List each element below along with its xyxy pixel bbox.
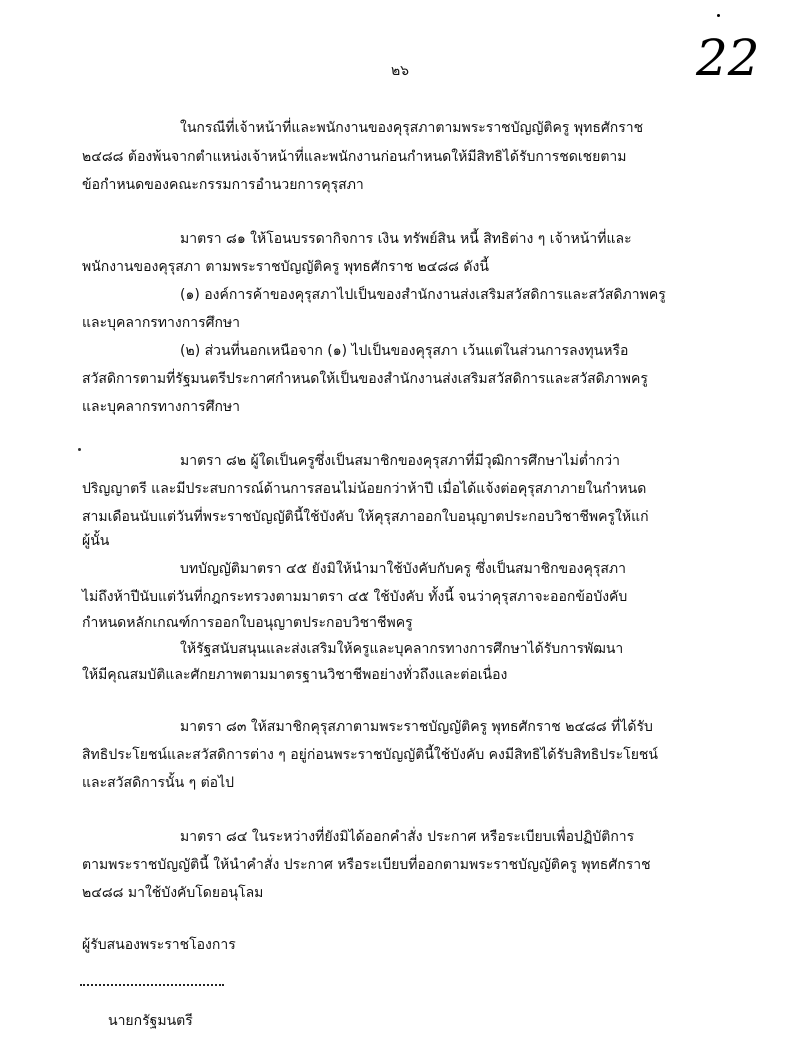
- speck-mark: [717, 14, 720, 17]
- paragraph-line: บทบัญญัติมาตรา ๔๕ ยังมิให้นำมาใช้บังคับกับครู ซึ่งเป็นสมาชิกของคุรุสภา: [180, 561, 626, 577]
- section-84-line: มาตรา ๘๔ ในระหว่างที่ยังมิได้ออกคำสั่ง ประกาศ หรือระเบียบเพื่อปฏิบัติการ: [180, 829, 635, 845]
- paragraph-line: ให้รัฐสนับสนุนและส่งเสริมให้ครูและบุคลากรทางการศึกษาได้รับการพัฒนา: [180, 641, 624, 657]
- paragraph-line: และบุคลากรทางการศึกษา: [82, 315, 241, 331]
- paragraph-line: ตามพระราชบัญญัตินี้ ให้นำคำสั่ง ประกาศ หรือระเบียบที่ออกตามพระราชบัญญัติครู พุทธศักราช: [82, 857, 651, 873]
- paragraph-line: และบุคลากรทางการศึกษา: [82, 399, 241, 415]
- paragraph-line: สามเดือนนับแต่วันที่พระราชบัญญัตินี้ใช้บังคับ ให้คุรุสภาออกใบอนุญาตประกอบวิชาชีพครูให้แก่: [82, 509, 649, 525]
- section-83-line: มาตรา ๘๓ ให้สมาชิกคุรุสภาตามพระราชบัญญัติครู พุทธศักราช ๒๔๘๘ ที่ได้รับ: [180, 719, 653, 735]
- paragraph-line: และสวัสดิการนั้น ๆ ต่อไป: [82, 775, 235, 791]
- handwritten-page-number: 22: [696, 29, 760, 87]
- paragraph-line: สิทธิประโยชน์และสวัสดิการต่าง ๆ อยู่ก่อนพระราชบัญญัตินี้ใช้บังคับ คงมีสิทธิได้รับสิทธิประโยชน์: [82, 747, 658, 763]
- paragraph-line: ข้อกำหนดของคณะกรรมการอำนวยการคุรุสภา: [82, 177, 364, 193]
- countersign-heading: ผู้รับสนองพระราชโองการ: [82, 937, 236, 953]
- section-81-line: มาตรา ๘๑ ให้โอนบรรดากิจการ เงิน ทรัพย์สิน หนี้ สิทธิต่าง ๆ เจ้าหน้าที่และ: [180, 231, 632, 247]
- paragraph-line: ไม่ถึงห้าปีนับแต่วันที่กฎกระทรวงตามมาตรา ๔๕ ใช้บังคับ ทั้งนี้ จนว่าคุรุสภาจะออกข้อบังคับ: [82, 589, 628, 605]
- signature-line: [80, 976, 224, 986]
- paragraph-line: ในกรณีที่เจ้าหน้าที่และพนักงานของคุรุสภาตามพระราชบัญญัติครู พุทธศักราช: [180, 120, 644, 136]
- signatory-title: นายกรัฐมนตรี: [108, 1013, 193, 1029]
- paragraph-line: ให้มีคุณสมบัติและศักยภาพตามมาตรฐานวิชาชีพอย่างทั่วถึงและต่อเนื่อง: [82, 667, 508, 683]
- paragraph-line: ปริญญาตรี และมีประสบการณ์ด้านการสอนไม่น้อยกว่าห้าปี เมื่อได้แจ้งต่อคุรุสภาภายในกำหนด: [82, 481, 647, 497]
- section-82-line: มาตรา ๘๒ ผู้ใดเป็นครูซึ่งเป็นสมาชิกของคุรุสภาที่มีวุฒิการศึกษาไม่ต่ำกว่า: [180, 453, 620, 469]
- page-number: ๒๖: [390, 63, 410, 79]
- paragraph-line: ๒๔๘๘ ต้องพ้นจากตำแหน่งเจ้าหน้าที่และพนักงานก่อนกำหนดให้มีสิทธิได้รับการชดเชยตาม: [82, 149, 627, 165]
- paragraph-line: พนักงานของคุรุสภา ตามพระราชบัญญัติครู พุทธศักราช ๒๔๘๘ ดังนี้: [82, 259, 489, 275]
- list-item: (๑) องค์การค้าของคุรุสภาไปเป็นของสำนักงานส่งเสริมสวัสดิการและสวัสดิภาพครู: [180, 287, 666, 303]
- list-item: (๒) ส่วนที่นอกเหนือจาก (๑) ไปเป็นของคุรุสภา เว้นแต่ในส่วนการลงทุนหรือ: [180, 343, 629, 359]
- paragraph-line: ผู้นั้น: [82, 533, 110, 549]
- paragraph-line: สวัสดิการตามที่รัฐมนตรีประกาศกำหนดให้เป็นของสำนักงานส่งเสริมสวัสดิการและสวัสดิภาพครู: [82, 371, 648, 387]
- paragraph-line: กำหนดหลักเกณฑ์การออกใบอนุญาตประกอบวิชาชีพครู: [82, 615, 413, 631]
- speck-mark: [78, 448, 81, 451]
- paragraph-line: ๒๔๘๘ มาใช้บังคับโดยอนุโลม: [82, 885, 264, 901]
